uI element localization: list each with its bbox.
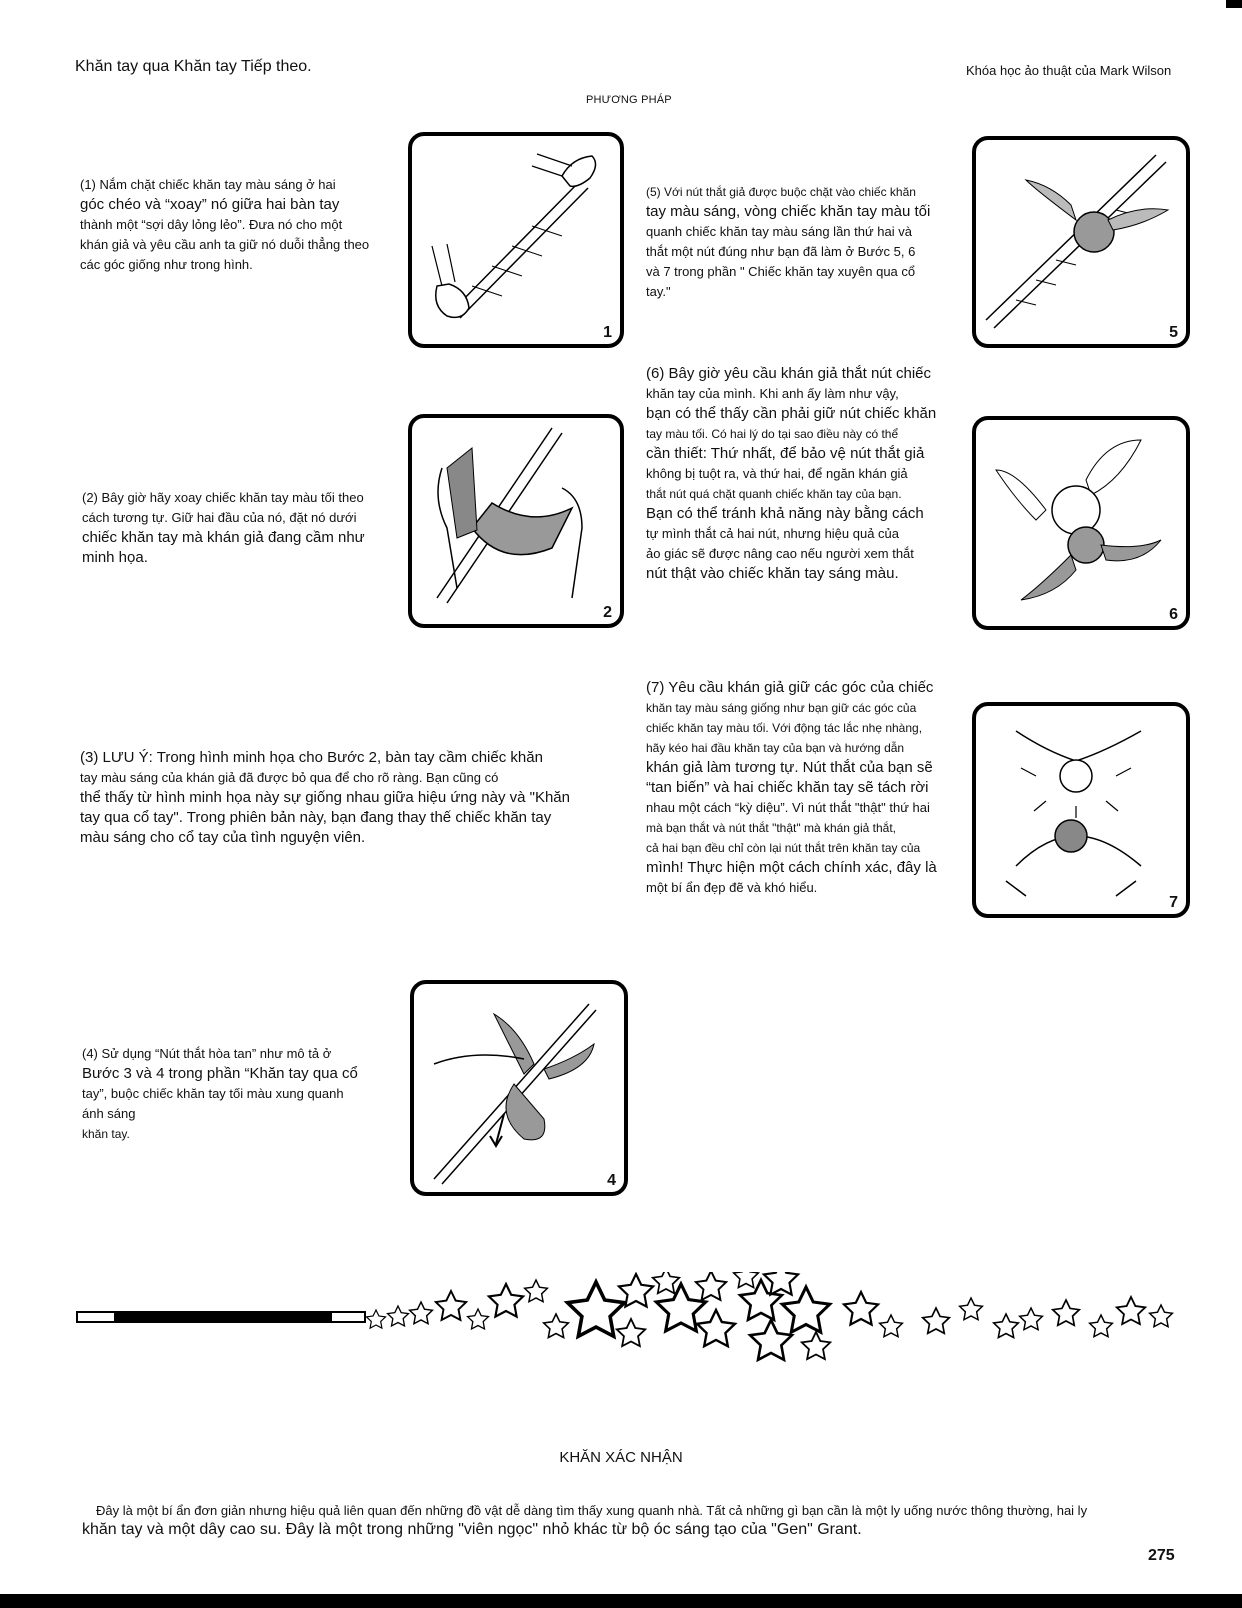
panel-number: 7 — [1169, 894, 1178, 911]
knot-icon — [976, 140, 1186, 344]
section-intro — [82, 1502, 1162, 1540]
hand-icon — [436, 284, 469, 317]
text-line: ảo giác sẽ được nâng cao nếu người xem thắt — [646, 546, 914, 561]
panel-number: 1 — [603, 324, 612, 341]
text-line: (1) Nắm chặt chiếc khăn tay màu sáng ở hai — [80, 177, 336, 192]
text-line: (7) Yêu cầu khán giả giữ các góc của chiếc — [646, 679, 934, 696]
text-line: màu sáng cho cổ tay của tình nguyện viên. — [80, 829, 366, 846]
illustration-panel-5 — [972, 136, 1190, 348]
text-line: khăn tay của mình. Khi anh ấy làm như vậy, — [646, 386, 899, 401]
panel-number: 6 — [1169, 606, 1178, 623]
step-2-text — [82, 488, 402, 568]
knot-icon — [976, 706, 1186, 914]
illustration-panel-6 — [972, 416, 1190, 630]
illustration-panel-2 — [408, 414, 624, 628]
text-line: (5) Với nút thắt giả được buộc chặt vào chiếc khăn — [646, 185, 916, 199]
text-line: (2) Bây giờ hãy xoay chiếc khăn tay màu tối theo — [82, 490, 364, 505]
knot-icon — [976, 420, 1186, 626]
running-title: Khăn tay qua Khăn tay Tiếp theo. — [75, 58, 312, 75]
intro-line: Đây là một bí ẩn đơn giản nhưng hiệu quả liên quan đến những đồ vật dễ dàng tìm thấy xung quanh nhà. Tất cả những gì bạn cần là một ly uống nước thông thường, hai ly — [96, 1503, 1088, 1518]
illustration-panel-4 — [410, 980, 628, 1196]
text-line: mà bạn thắt và nút thắt "thật" mà khán giả thắt, — [646, 821, 897, 835]
book-title: Khóa học ảo thuật của Mark Wilson — [966, 63, 1172, 78]
text-line: cách tương tự. Giữ hai đầu của nó, đặt nó dưới — [82, 510, 357, 525]
text-line: và 7 trong phần " Chiếc khăn tay xuyên qua cổ — [646, 264, 916, 279]
text-line: nút thật vào chiếc khăn tay sáng màu. — [646, 565, 899, 582]
text-line: hãy kéo hai đầu khăn tay của bạn và hướng dẫn — [646, 741, 905, 755]
text-line: (4) Sử dụng “Nút thắt hòa tan” như mô tả ở — [82, 1046, 332, 1061]
text-line: không bị tuột ra, và thứ hai, để ngăn khán giả — [646, 466, 908, 481]
text-line: tay màu sáng, vòng chiếc khăn tay màu tối — [646, 203, 931, 220]
text-line: khán giả và yêu cầu anh ta giữ nó duỗi thẳng theo — [80, 237, 370, 252]
method-heading: PHƯƠNG PHÁP — [586, 94, 672, 106]
text-line: tay màu sáng của khán giả đã được bỏ qua để cho rõ ràng. Bạn cũng có — [80, 770, 499, 785]
text-line: minh họa. — [82, 549, 148, 566]
text-line: thắt nút quá chặt quanh chiếc khăn tay của bạn. — [646, 487, 902, 501]
handkerchief-icon — [412, 136, 620, 344]
corner-mark — [1226, 0, 1242, 8]
text-line: các góc giống như trong hình. — [80, 257, 253, 272]
page-number: 275 — [1148, 1547, 1175, 1564]
knot-icon — [414, 984, 624, 1192]
text-line: bạn có thể thấy cần phải giữ nút chiếc khăn — [646, 405, 937, 422]
text-line: tay”, buộc chiếc khăn tay tối màu xung quanh — [82, 1086, 344, 1101]
step-4-text — [82, 1044, 402, 1144]
hand-icon — [562, 488, 582, 598]
bottom-border — [0, 1594, 1242, 1608]
hand-icon — [1006, 881, 1136, 896]
text-line: thể thấy từ hình minh họa này sự giống nhau giữa hiệu ứng này và "Khăn — [80, 789, 570, 806]
text-line: một bí ẩn đẹp đẽ và khó hiểu. — [646, 880, 818, 895]
text-line: nhau một cách “kỳ diệu”. Vì nút thắt "thật" thứ hai — [646, 800, 930, 815]
panel-number: 2 — [603, 604, 612, 621]
text-line: (6) Bây giờ yêu cầu khán giả thắt nút chiếc — [646, 365, 931, 382]
hand-icon — [434, 1055, 524, 1064]
star-icon — [367, 1272, 1173, 1360]
panel-number: 4 — [607, 1172, 616, 1189]
panel-number: 5 — [1169, 324, 1178, 341]
step-7-text — [646, 678, 966, 898]
text-line: thắt một nút đúng như bạn đã làm ở Bước 5, 6 — [646, 244, 916, 259]
text-line: cả hai bạn đều chỉ còn lại nút thắt trên khăn tay của — [646, 841, 921, 855]
step-3-text — [80, 748, 620, 848]
text-line: ánh sáng — [82, 1106, 136, 1121]
text-line: tay." — [646, 284, 671, 299]
handkerchief-icon — [412, 418, 620, 624]
hand-icon — [562, 156, 596, 186]
magic-wand-icon — [76, 1311, 366, 1323]
step-1-text — [80, 175, 400, 275]
section-heading: KHĂN XÁC NHẬN — [559, 1449, 683, 1466]
step-5-text — [646, 182, 966, 302]
text-line: khán giả làm tương tự. Nút thắt của bạn sẽ — [646, 759, 933, 776]
text-line: quanh chiếc khăn tay màu sáng lần thứ hai và — [646, 224, 912, 239]
illustration-panel-7 — [972, 702, 1190, 918]
text-line: khăn tay. — [82, 1127, 130, 1141]
text-line: mình! Thực hiện một cách chính xác, đây là — [646, 859, 937, 876]
text-line: “tan biến” và hai chiếc khăn tay sẽ tách rời — [646, 779, 929, 796]
text-line: Bạn có thể tránh khả năng này bằng cách — [646, 505, 924, 522]
text-line: tự mình thắt cả hai nút, nhưng hiệu quả của — [646, 526, 900, 541]
illustration-panel-1 — [408, 132, 624, 348]
text-line: góc chéo và “xoay” nó giữa hai bàn tay — [80, 196, 340, 213]
stars-decoration — [366, 1272, 1186, 1382]
text-line: khăn tay màu sáng giống như bạn giữ các góc của — [646, 701, 917, 715]
text-line: thành một “sợi dây lỏng lẻo”. Đưa nó cho một — [80, 217, 343, 232]
text-line: chiếc khăn tay mà khán giả đang cầm như — [82, 529, 365, 546]
text-line: tay qua cổ tay". Trong phiên bản này, bạn đang thay thế chiếc khăn tay — [80, 809, 552, 826]
text-line: Bước 3 và 4 trong phần “Khăn tay qua cổ — [82, 1065, 358, 1082]
step-6-text — [646, 364, 966, 584]
text-line: chiếc khăn tay màu tối. Với động tác lắc nhẹ nhàng, — [646, 721, 923, 735]
text-line: cần thiết: Thứ nhất, để bảo vệ nút thắt giả — [646, 445, 925, 462]
intro-line: khăn tay và một dây cao su. Đây là một trong những "viên ngọc" nhỏ khác từ bộ óc sáng tạo của "Gen" Grant. — [82, 1521, 862, 1538]
text-line: (3) LƯU Ý: Trong hình minh họa cho Bước 2, bàn tay cầm chiếc khăn — [80, 749, 543, 766]
text-line: tay màu tối. Có hai lý do tại sao điều này có thể — [646, 427, 899, 441]
